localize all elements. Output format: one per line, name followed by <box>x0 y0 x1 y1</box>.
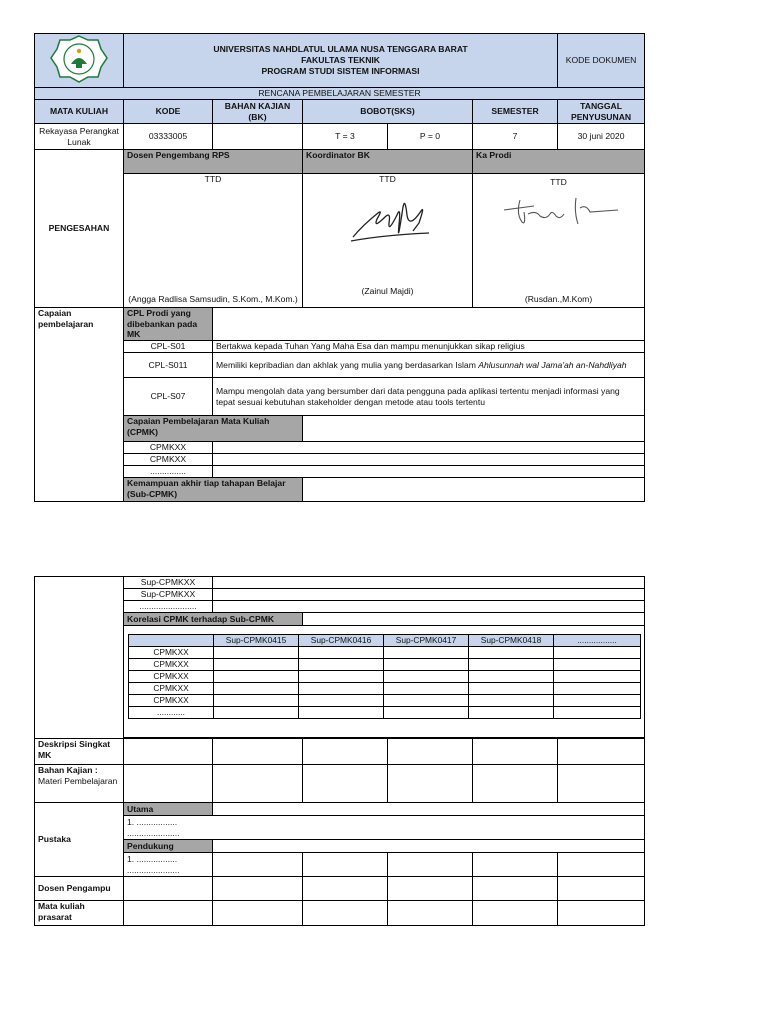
outcomes-label: Capaian pembelajaran <box>35 308 124 502</box>
table-row <box>35 601 645 613</box>
main-label: Utama <box>124 803 213 816</box>
table-row <box>35 466 645 478</box>
subcpmk-desc <box>213 601 645 613</box>
support-item: ...................... <box>127 864 180 875</box>
university-seal-icon <box>49 34 109 84</box>
head-label: Ka Prodi <box>473 150 645 174</box>
support-label: Pendukung <box>124 840 213 853</box>
support-item: 1. ................. <box>127 853 178 864</box>
matrix-row-header: CPMKXX <box>129 647 214 659</box>
correlation-header-empty <box>303 613 645 626</box>
table-row <box>35 378 645 416</box>
main-item: 1. ................. <box>127 816 178 827</box>
program-name: PROGRAM STUDI SISTEM INFORMASI <box>261 65 420 76</box>
table-row <box>129 671 641 683</box>
col-credits: BOBOT(SKS) <box>303 100 473 124</box>
matrix-col-header: Sup-CPMK0418 <box>469 635 554 647</box>
correlation-cell <box>124 626 645 738</box>
table-row <box>35 442 645 454</box>
correlation-matrix <box>128 634 641 719</box>
coord-name: (Zainul Majdi) <box>361 286 414 297</box>
course-code: 03333005 <box>124 124 213 150</box>
table-row <box>35 454 645 466</box>
coord-ttd: TTD <box>379 174 396 184</box>
table-row <box>35 589 645 601</box>
table-row <box>129 659 641 671</box>
rps-table-page1 <box>34 33 645 502</box>
subcpmk-code: Sup-CPMKXX <box>124 577 213 589</box>
material-label-cell <box>35 765 124 803</box>
faculty-name: FAKULTAS TEKNIK <box>301 55 380 66</box>
cpl-code: CPL-S011 <box>124 353 213 378</box>
logo-cell <box>35 34 124 88</box>
cpmk-header: Capaian Pembelajaran Mata Kuliah (CPMK) <box>124 416 303 442</box>
cpmk-header-empty <box>303 416 645 442</box>
table-row <box>129 647 641 659</box>
table-row <box>35 353 645 378</box>
col-semester: SEMESTER <box>473 100 558 124</box>
university-name: UNIVERSITAS NAHDLATUL ULAMA NUSA TENGGARA BARAT <box>213 44 468 55</box>
dev-name: (Angga Radlisa Samsudin, S.Kom., M.Kom.) <box>128 294 298 305</box>
col-study-material: BAHAN KAJIAN (BK) <box>213 100 303 124</box>
coord-label: Koordinator BK <box>303 150 473 174</box>
matrix-corner <box>129 635 214 647</box>
table-row <box>129 683 641 695</box>
lecturer-label: Dosen Pengampu <box>35 877 124 901</box>
approval-label: PENGESAHAN <box>35 150 124 308</box>
description-label: Deskripsi Singkat MK <box>35 739 124 765</box>
cpmk-desc <box>213 466 645 478</box>
subcpmk-code: Sup-CPMKXX <box>124 589 213 601</box>
col-date: TANGGAL PENYUSUNAN <box>558 100 645 124</box>
col-code: KODE <box>124 100 213 124</box>
date-value: 30 juni 2020 <box>558 124 645 150</box>
cpmk-desc <box>213 442 645 454</box>
matrix-row-header: CPMKXX <box>129 683 214 695</box>
rps-title: RENCANA PEMBELAJARAN SEMESTER <box>35 88 645 100</box>
dev-label: Dosen Pengembang RPS <box>124 150 303 174</box>
subcpmk-header-empty <box>303 478 645 502</box>
prereq-label: Mata kuliah prasarat <box>35 901 124 926</box>
head-signature-cell <box>473 174 645 308</box>
cpl-header-empty <box>213 308 645 341</box>
cpl-desc: Mampu mengolah data yang bersumber dari data pengguna pada aplikasi tertentu menjadi informasi yang tepat sesuai kebutuhan stakeholder dengan metode atau tools tertentu <box>213 378 645 416</box>
matrix-row-header: CPMKXX <box>129 695 214 707</box>
subcpmk-desc <box>213 577 645 589</box>
table-row <box>129 695 641 707</box>
material-sub: Materi Pembelajaran <box>38 775 118 786</box>
cpmk-code: CPMKXX <box>124 454 213 466</box>
table-row <box>35 341 645 353</box>
cpl-desc-italic: Ahlusunnah wal Jama'ah an-Nahdliyah <box>478 359 627 370</box>
signature-coordinator-icon <box>333 185 443 255</box>
signature-head-icon <box>494 188 624 238</box>
material-label: Bahan Kajian : <box>38 765 98 775</box>
matrix-col-header: Sup-CPMK0416 <box>299 635 384 647</box>
subcpmk-header: Kemampuan akhir tiap tahapan Belajar (Sub-CPMK) <box>124 478 303 502</box>
cpl-desc: Bertakwa kepada Tuhan Yang Maha Esa dan mampu menunjukkan sikap religius <box>213 341 645 353</box>
correlation-header: Korelasi CPMK terhadap Sub-CPMK <box>124 613 303 626</box>
matrix-row-header: CPMKXX <box>129 659 214 671</box>
rps-table-page2 <box>34 576 645 926</box>
dev-ttd: TTD <box>204 174 222 184</box>
cpmk-code: CPMKXX <box>124 442 213 454</box>
subcpmk-desc <box>213 589 645 601</box>
cpl-desc <box>213 353 645 378</box>
cpmk-code: ............... <box>124 466 213 478</box>
institution-header <box>124 34 558 88</box>
study-material-value <box>213 124 303 150</box>
course-name: Rekayasa Perangkat Lunak <box>35 124 124 150</box>
cpl-header: CPL Prodi yang dibebankan pada MK <box>124 308 213 341</box>
head-ttd: TTD <box>550 177 567 187</box>
matrix-row-header: CPMKXX <box>129 671 214 683</box>
table-row <box>35 577 645 589</box>
matrix-col-header: Sup-CPMK0415 <box>214 635 299 647</box>
coord-signature-cell <box>303 174 473 308</box>
subcpmk-code: ........................ <box>124 601 213 613</box>
library-label: Pustaka <box>35 803 124 877</box>
matrix-row-header: ............ <box>129 707 214 719</box>
table-row <box>129 707 641 719</box>
cpl-code: CPL-S07 <box>124 378 213 416</box>
credits-theory: T = 3 <box>303 124 388 150</box>
dev-signature-cell <box>124 174 303 308</box>
semester-value: 7 <box>473 124 558 150</box>
doc-code-label: KODE DOKUMEN <box>558 34 645 88</box>
col-course: MATA KULIAH <box>35 100 124 124</box>
matrix-col-header: ................. <box>554 635 641 647</box>
cpmk-desc <box>213 454 645 466</box>
cpl-desc-text: Memiliki kepribadian dan akhlak yang mulia yang berdasarkan Islam <box>216 359 479 370</box>
matrix-col-header: Sup-CPMK0417 <box>384 635 469 647</box>
main-item: ...................... <box>127 827 180 838</box>
main-items <box>124 816 645 840</box>
credits-practice: P = 0 <box>388 124 473 150</box>
support-items <box>124 853 213 877</box>
page2-left-empty <box>35 577 124 739</box>
cpl-code: CPL-S01 <box>124 341 213 353</box>
head-name: (Rusdan.,M.Kom) <box>524 294 593 305</box>
